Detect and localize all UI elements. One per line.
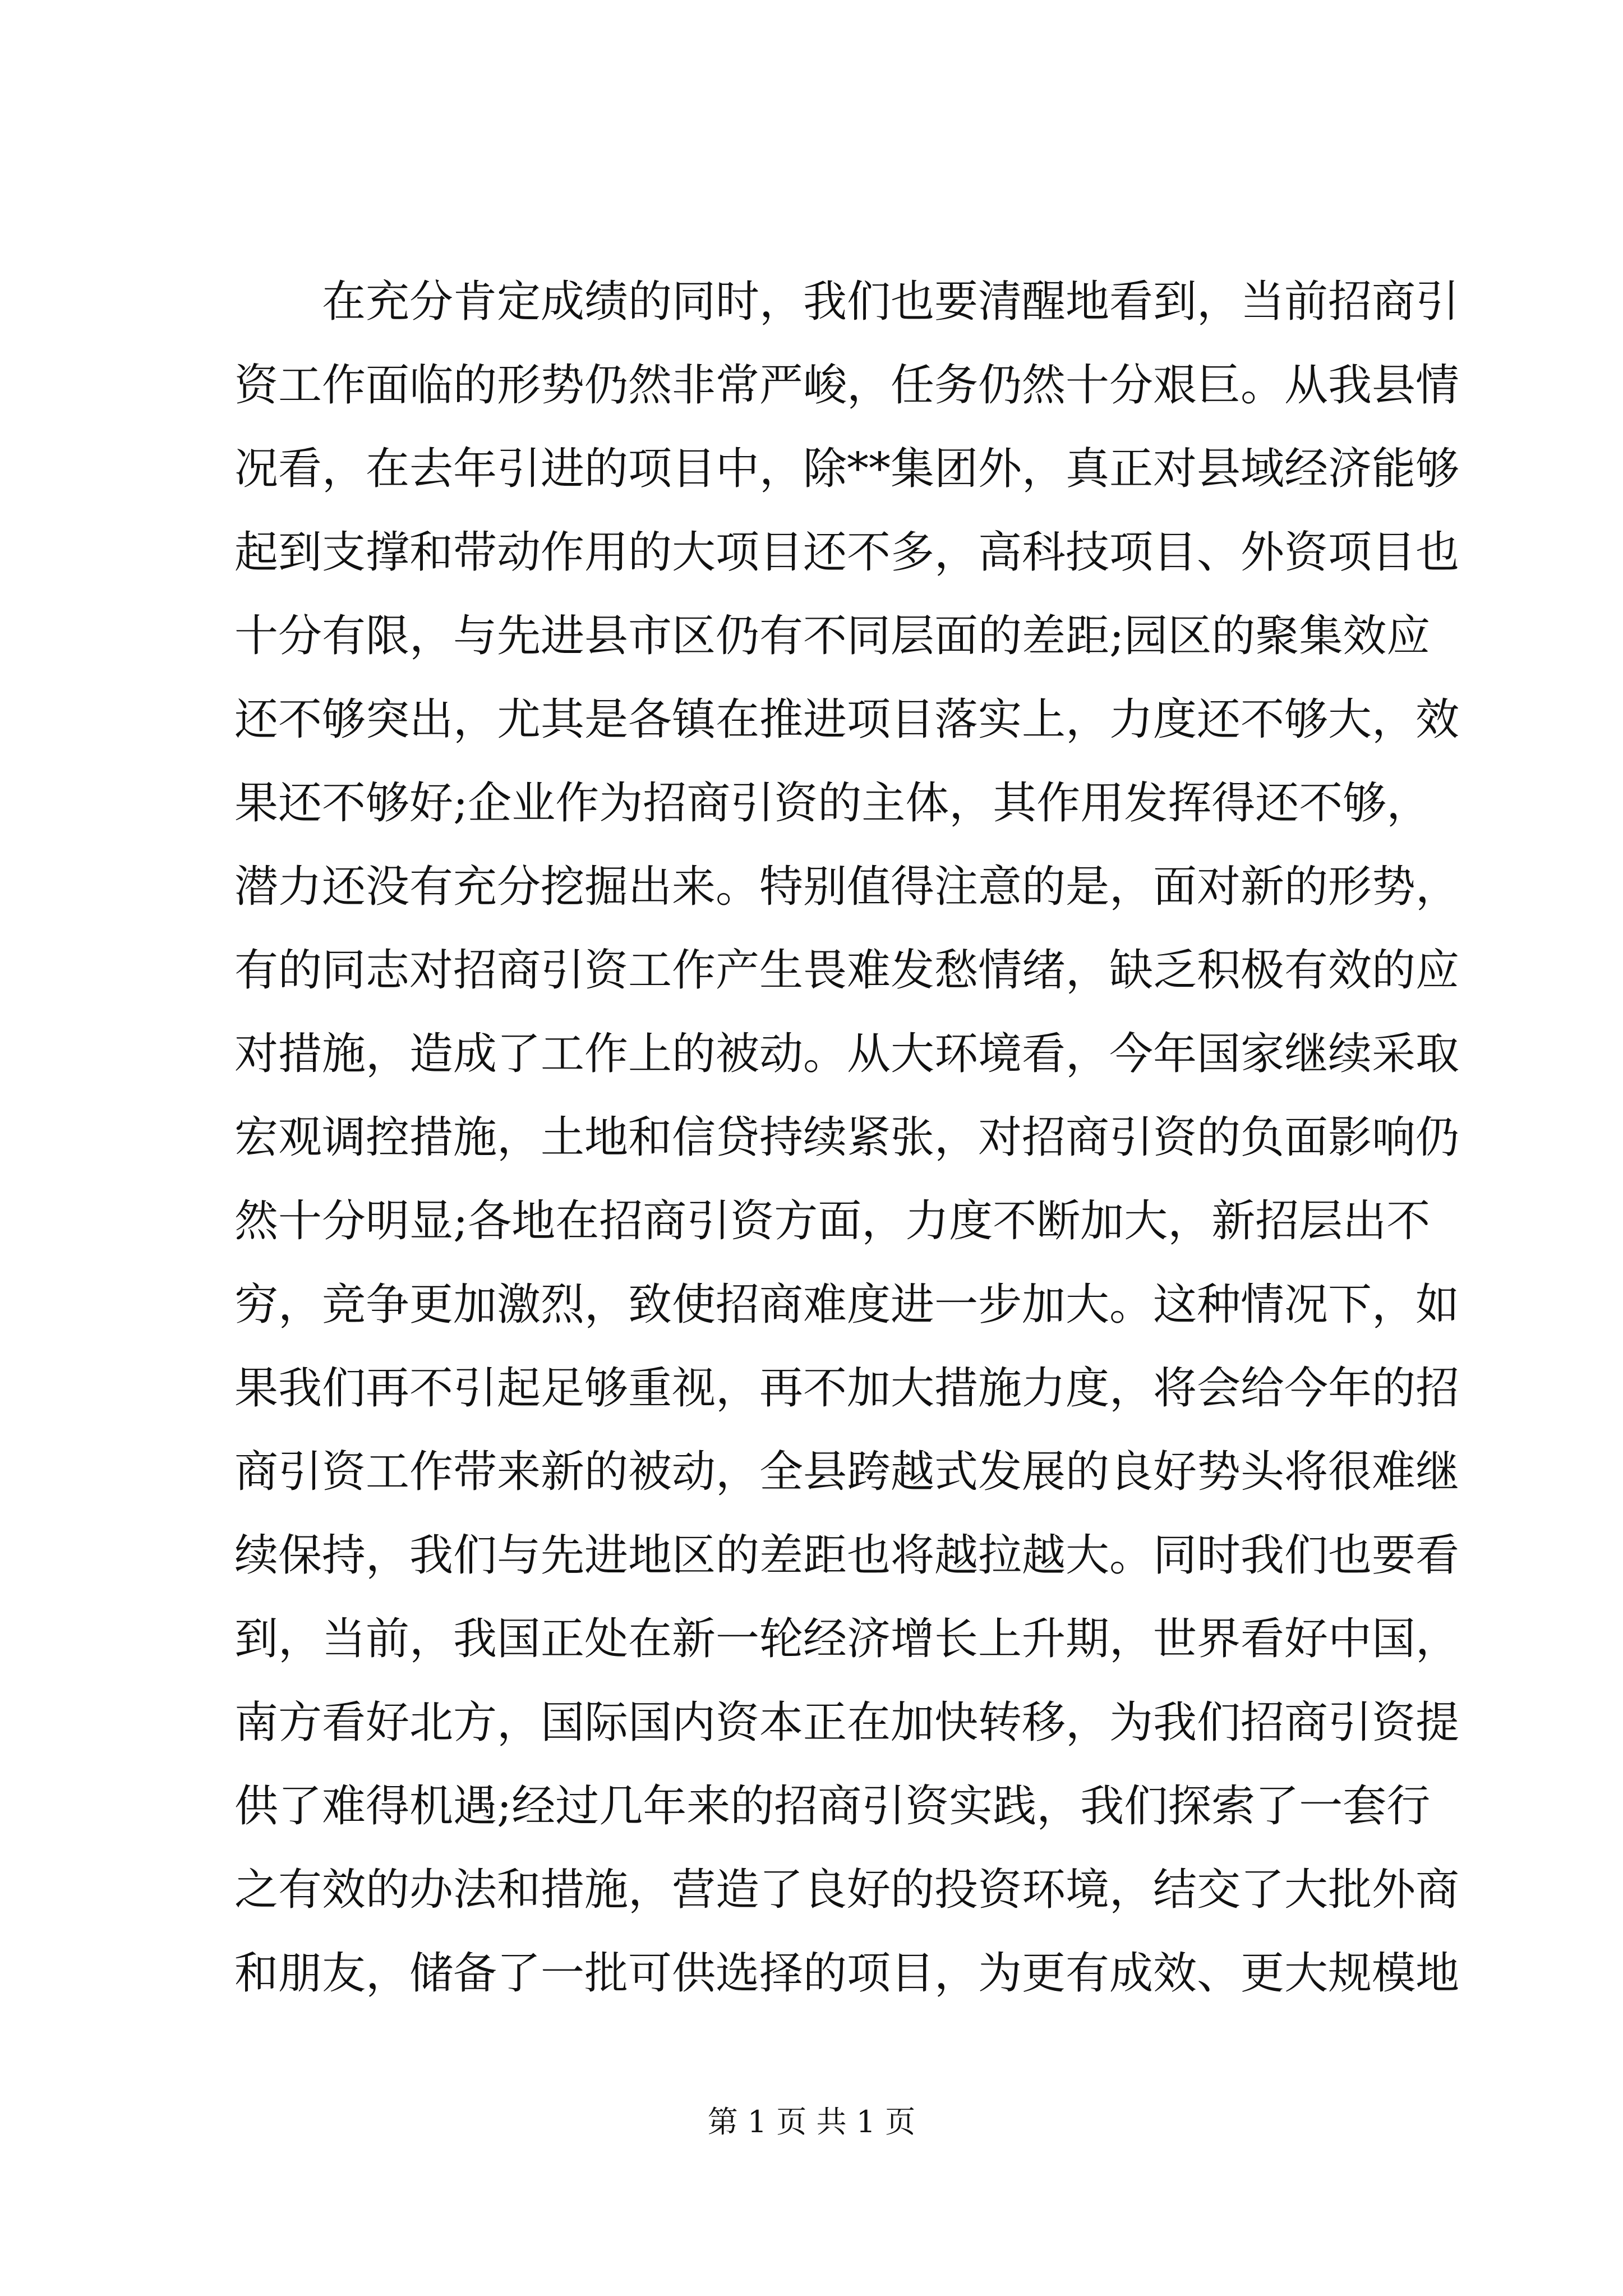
paragraph-line: 供了难得机遇;经过几年来的招商引资实践，我们探索了一套行	[234, 1781, 1431, 1832]
paragraph-line: 然十分明显;各地在招商引资方面，力度不断加大，新招层出不	[234, 1196, 1431, 1246]
paragraph-line: 对措施，造成了工作上的被动。从大环境看，今年国家继续采取	[234, 1029, 1460, 1079]
paragraph-line: 资工作面临的形势仍然非常严峻，任务仍然十分艰巨。从我县情	[234, 360, 1460, 411]
paragraph-line: 南方看好北方，国际国内资本正在加快转移，为我们招商引资提	[234, 1697, 1460, 1748]
paragraph-line: 十分有限，与先进县市区仍有不同层面的差距;园区的聚集效应	[234, 611, 1431, 661]
page-number-footer: 第 1 页 共 1 页	[707, 2104, 916, 2139]
paragraph-line: 穷，竞争更加激烈，致使招商难度进一步加大。这种情况下，如	[234, 1280, 1460, 1330]
paragraph-line: 之有效的办法和措施，营造了良好的投资环境，结交了大批外商	[234, 1865, 1460, 1915]
paragraph-line: 果我们再不引起足够重视，再不加大措施力度，将会给今年的招	[234, 1363, 1460, 1414]
paragraph-line: 到，当前，我国正处在新一轮经济增长上升期，世界看好中国，	[234, 1614, 1460, 1664]
paragraph-line: 宏观调控措施，土地和信贷持续紧张，对招商引资的负面影响仍	[234, 1112, 1460, 1163]
paragraph-line: 和朋友，储备了一批可供选择的项目，为更有成效、更大规模地	[234, 1948, 1460, 1999]
paragraph-line: 况看，在去年引进的项目中，除**集团外，真正对县域经济能够	[234, 444, 1460, 494]
paragraph-line: 潜力还没有充分挖掘出来。特别值得注意的是，面对新的形势，	[234, 862, 1460, 912]
paragraph-line: 在充分肯定成绩的同时，我们也要清醒地看到，当前招商引	[322, 277, 1460, 327]
body-paragraph	[234, 260, 1460, 2016]
paragraph-line: 果还不够好;企业作为招商引资的主体，其作用发挥得还不够，	[234, 778, 1431, 829]
paragraph-line: 还不够突出，尤其是各镇在推进项目落实上，力度还不够大，效	[234, 694, 1460, 745]
paragraph-line: 商引资工作带来新的被动，全县跨越式发展的良好势头将很难继	[234, 1447, 1460, 1497]
paragraph-line: 续保持，我们与先进地区的差距也将越拉越大。同时我们也要看	[234, 1530, 1460, 1581]
paragraph-line: 有的同志对招商引资工作产生畏难发愁情绪，缺乏积极有效的应	[234, 945, 1460, 996]
paragraph-line: 起到支撑和带动作用的大项目还不多，高科技项目、外资项目也	[234, 527, 1460, 578]
